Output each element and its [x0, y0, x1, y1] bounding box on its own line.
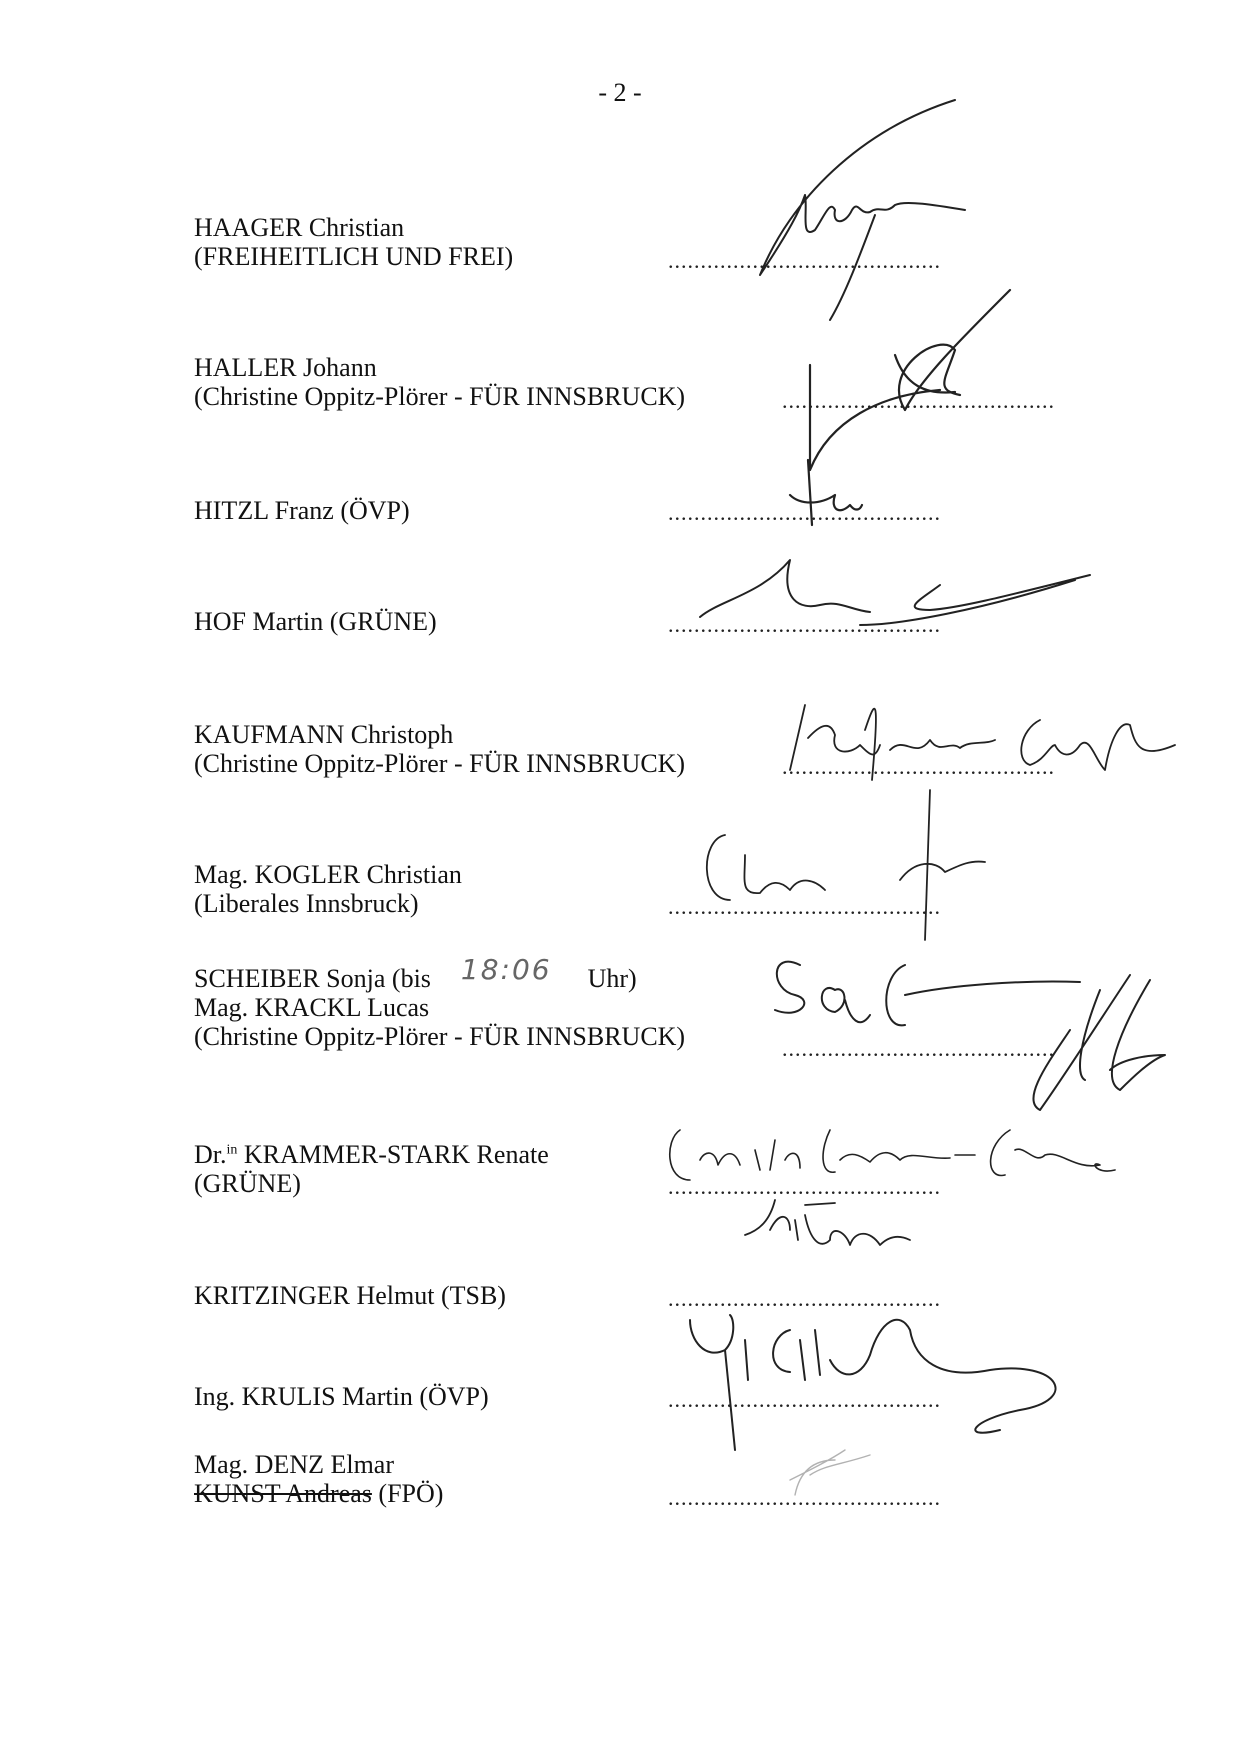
page-number: - 2 - — [598, 78, 642, 107]
scheiber-name: SCHEIBER Sonja (bis — [194, 964, 431, 993]
signature-scheiber — [775, 962, 1080, 1026]
signature-krulis — [690, 1315, 1056, 1450]
signature-line: .......................................... — [668, 894, 941, 919]
signatory-party: (GRÜNE) — [194, 1169, 301, 1198]
signature-line: .......................................... — [668, 1174, 941, 1199]
signature-kritzinger — [745, 1200, 910, 1245]
signature-line: .......................................... — [668, 500, 941, 525]
signature-hitzl — [790, 460, 862, 525]
signature-krammer-stark — [670, 1130, 1115, 1180]
signature-kaufmann — [790, 705, 1175, 780]
academic-title: Dr. — [194, 1140, 227, 1169]
signatory-party: (Christine Oppitz-Plörer - FÜR INNSBRUCK) — [194, 382, 686, 411]
signature-line: .......................................... — [668, 612, 941, 637]
signature-line: .......................................... — [668, 1485, 941, 1510]
signatory-name: KAUFMANN Christoph — [194, 720, 454, 749]
signatory-party: (Christine Oppitz-Plörer - FÜR INNSBRUCK) — [194, 1022, 686, 1051]
signature-krackl — [1033, 975, 1165, 1110]
signatory-name: Mag. KRACKL Lucas — [194, 993, 430, 1022]
signatory-name: HAAGER Christian — [194, 213, 405, 242]
signatory-party: (FREIHEITLICH UND FREI) — [194, 242, 514, 271]
signatory-name: Ing. KRULIS Martin (ÖVP) — [194, 1382, 489, 1411]
signatory-name: Mag. KOGLER Christian — [194, 860, 462, 889]
signature-denz — [790, 1450, 870, 1495]
signatory-name: KRITZINGER Helmut (TSB) — [194, 1281, 506, 1310]
signature-haager — [760, 100, 965, 320]
scheiber-uhr: Uhr) — [587, 964, 637, 993]
signature-line: .......................................... — [782, 1036, 1055, 1061]
signatory-name: HITZL Franz (ÖVP) — [194, 496, 410, 525]
signature-haller — [810, 290, 1010, 470]
signatory-name: HOF Martin (GRÜNE) — [194, 607, 437, 636]
signature-kogler — [707, 790, 985, 940]
signature-line: .......................................... — [668, 1286, 941, 1311]
struck-name: KUNST Andreas — [194, 1479, 372, 1508]
signature-hof — [700, 560, 1090, 625]
signature-line: .......................................... — [668, 248, 941, 273]
signature-line: .......................................... — [668, 1387, 941, 1412]
signatory-name: KRAMMER-STARK Renate — [243, 1140, 549, 1169]
signatory-party: (FPÖ) — [378, 1479, 444, 1508]
signatory-name: Mag. DENZ Elmar — [194, 1450, 395, 1479]
signatory-party: (Liberales Innsbruck) — [194, 889, 419, 918]
handwritten-time: 18:06 — [460, 953, 552, 986]
signatory-name: HALLER Johann — [194, 353, 377, 382]
signature-line: .......................................... — [782, 388, 1055, 413]
signatory-party: (Christine Oppitz-Plörer - FÜR INNSBRUCK) — [194, 749, 686, 778]
academic-title-suffix: in — [226, 1142, 238, 1158]
signature-line: .......................................... — [782, 754, 1055, 779]
